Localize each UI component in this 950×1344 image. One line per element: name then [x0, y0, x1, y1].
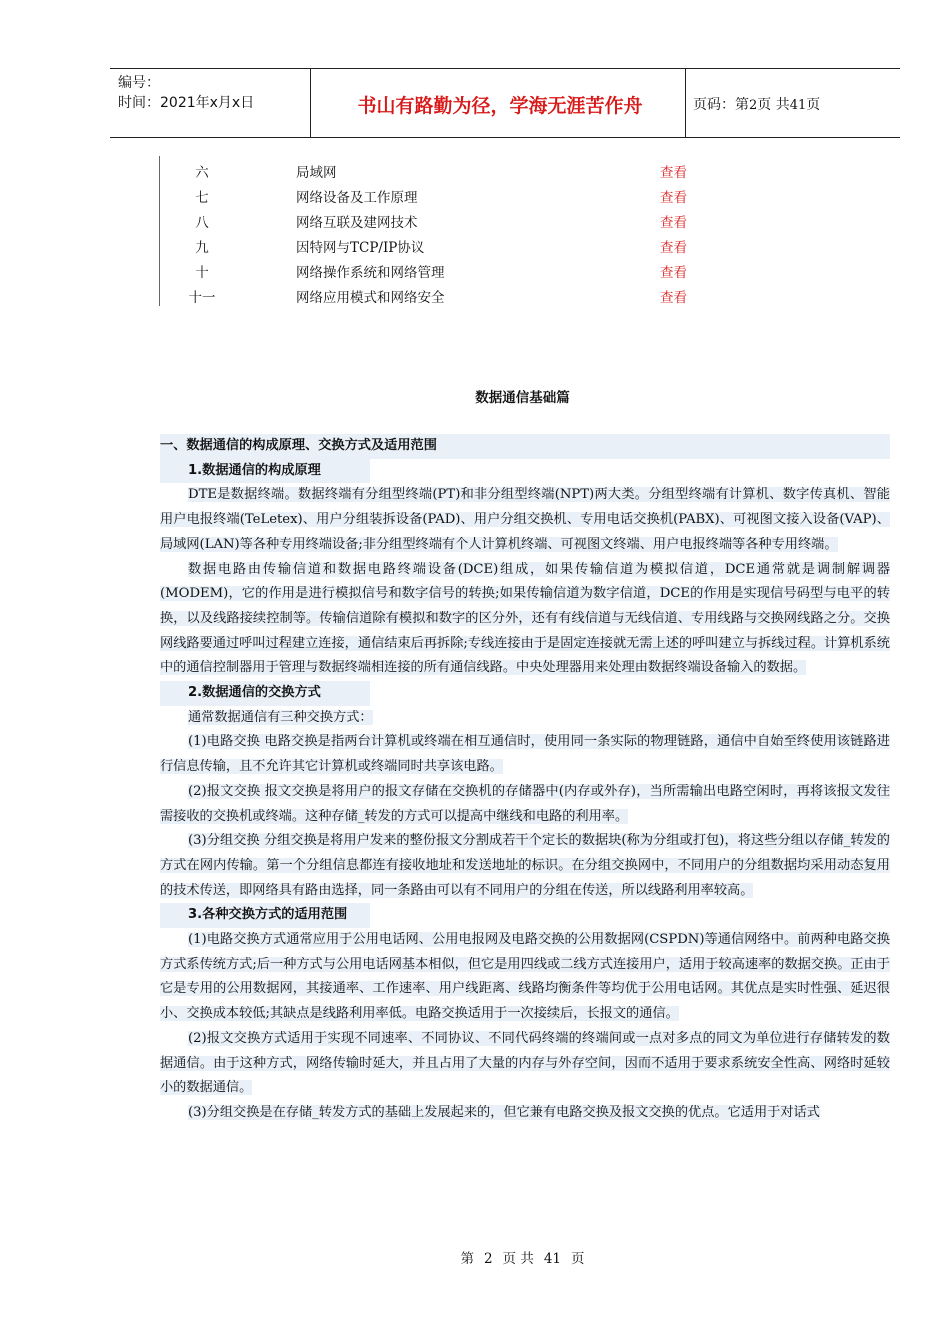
- toc-number: 八: [195, 215, 209, 231]
- paragraph: (2)报文交换方式适用于实现不同速率、不同协议、不同代码终端的终端间或一点对多点的同文为单位进行存储转发的数据通信。由于这种方式，网络传输时延大，并且占用了大量的内存与外存空间，因而不适用于要求系统安全性高、网络时延较小的数据通信。: [160, 1030, 890, 1096]
- footer-prefix: 第: [460, 1251, 474, 1267]
- toc-title: 因特网与TCP/IP协议: [296, 240, 425, 256]
- paragraph: (3)分组交换是在存储_转发方式的基础上发展起来的，但它兼有电路交换及报文交换的优点。它适用于对话式: [188, 1104, 820, 1120]
- toc-row: [160, 236, 720, 260]
- footer-page-number: 2: [483, 1251, 493, 1267]
- toc-view-link[interactable]: 查看: [660, 190, 687, 206]
- footer-mid: 页 共: [502, 1251, 534, 1267]
- time-label: 时间：2021年x月x日: [118, 95, 255, 111]
- page-suffix: 页: [806, 97, 821, 113]
- toc-title: 局域网: [296, 165, 337, 181]
- page-mid: 页 共: [757, 97, 790, 113]
- toc-number: 九: [195, 240, 209, 256]
- paragraph: 数据电路由传输信道和数据电路终端设备(DCE)组成，如果传输信道为模拟信道，DCE通常就是调制解调器(MODEM)，它的作用是进行模拟信号和数字信号的转换;如果传输信道为数字信道，DCE的作用是实现信号码型与电平的转换，以及线路接续控制等。传输信道除有模拟和数字的区分外，还有有线信道与无线信道、专用线路与交换网线路之分。交换网线路要通过呼叫过程建立连接，通信结束后再拆除;专线连接由于是固定连接就无需上述的呼叫建立与拆线过程。计算机系统中的通信控制器用于管理与数据终端相连接的所有通信线路。中央处理器用来处理由数据终端设备输入的数据。: [160, 561, 890, 676]
- footer-suffix: 页: [571, 1251, 585, 1267]
- paragraph: (1)电路交换方式通常应用于公用电话网、公用电报网及电路交换的公用数据网(CSPDN)等通信网络中。前两种电路交换方式系传统方式;后一种方式与公用电话网基本相似，但它是用四线或二线方式连接用户，适用于较高速率的数据交换。正由于它是专用的公用数据网，其接通率、工作速率、用户线距离、线路均衡条件等均优于公用电话网。其优点是实时性强、延迟很小、交换成本较低;其缺点是线路利用率低。电路交换适用于一次接续后，长报文的通信。: [160, 932, 890, 1022]
- paragraph: (3)分组交换 分组交换是将用户发来的整份报文分割成若干个定长的数据块(称为分组或打包)，将这些分组以存储_转发的方式在网内传输。第一个分组信息都连有接收地址和发送地址的标识。在分组交换网中，不同用户的分组数据均采用动态复用的技术传送，即网络具有路由选择，同一条路由可以有不同用户的分组在传送，所以线路利用率较高。: [160, 833, 890, 898]
- toc-number: 十一: [188, 290, 216, 306]
- chapter-heading: 一、数据通信的构成原理、交换方式及适用范围: [160, 434, 890, 459]
- toc-view-link[interactable]: 查看: [660, 215, 687, 231]
- page-header: [110, 68, 900, 138]
- footer-total: 41: [543, 1251, 562, 1267]
- toc-row: [160, 186, 720, 210]
- subheading: 1.数据通信的构成原理: [160, 459, 370, 484]
- header-meta: [118, 73, 254, 113]
- toc-row: [160, 161, 720, 185]
- header-motto: 书山有路勤为径，学海无涯苦作舟: [357, 95, 643, 117]
- toc-title: 网络互联及建网技术: [296, 215, 418, 231]
- toc-number: 十: [195, 265, 209, 281]
- toc-title: 网络设备及工作原理: [296, 190, 418, 206]
- toc-view-link[interactable]: 查看: [660, 240, 687, 256]
- page-footer: [0, 1247, 950, 1267]
- toc-title: 网络操作系统和网络管理: [296, 265, 445, 281]
- toc-number: 六: [195, 165, 209, 181]
- page-prefix: 页码：第: [693, 97, 749, 113]
- header-page-info: [693, 94, 820, 114]
- paragraph: (1)电路交换 电路交换是指两台计算机或终端在相互通信时，使用同一条实际的物理链路，通信中自始至终使用该链路进行信息传输，且不允许其它计算机或终端同时共享该电路。: [160, 734, 890, 775]
- header-divider: [685, 69, 686, 137]
- toc-view-link[interactable]: 查看: [660, 165, 687, 181]
- subheading: 2.数据通信的交换方式: [160, 681, 370, 706]
- toc-number: 七: [195, 190, 209, 206]
- code-label: 编号：: [118, 75, 160, 91]
- paragraph: 通常数据通信有三种交换方式：: [188, 709, 373, 725]
- header-divider: [310, 69, 311, 137]
- page-total: 41: [789, 98, 807, 113]
- paragraph: DTE是数据终端。数据终端有分组型终端(PT)和非分组型终端(NPT)两大类。分组型终端有计算机、数字传真机、智能用户电报终端(TeLetex)、用户分组装拆设备(PAD)、用户分组交换机、专用电话交换机(PABX)、可视图文接入设备(VAP)、局域网(LAN)等各种专用终端设备;非分组型终端有个人计算机终端、可视图文终端、用户电报终端等各种专用终端。: [160, 487, 890, 552]
- section-title: 数据通信基础篇: [475, 390, 570, 406]
- toc-view-link[interactable]: 查看: [660, 265, 687, 281]
- subheading: 3.各种交换方式的适用范围: [160, 903, 370, 928]
- paragraph: (2)报文交换 报文交换是将用户的报文存储在交换机的存储器中(内存或外存)，当所需输出电路空闲时，再将该报文发往需接收的交换机或终端。这种存储_转发的方式可以提高中继线和电路的利用率。: [160, 783, 890, 824]
- document-body: [160, 434, 890, 1126]
- page-number: 2: [749, 98, 758, 113]
- toc-row: [160, 211, 720, 235]
- toc-row: [160, 286, 720, 310]
- toc-title: 网络应用模式和网络安全: [296, 290, 445, 306]
- toc-view-link[interactable]: 查看: [660, 290, 687, 306]
- toc-row: [160, 261, 720, 285]
